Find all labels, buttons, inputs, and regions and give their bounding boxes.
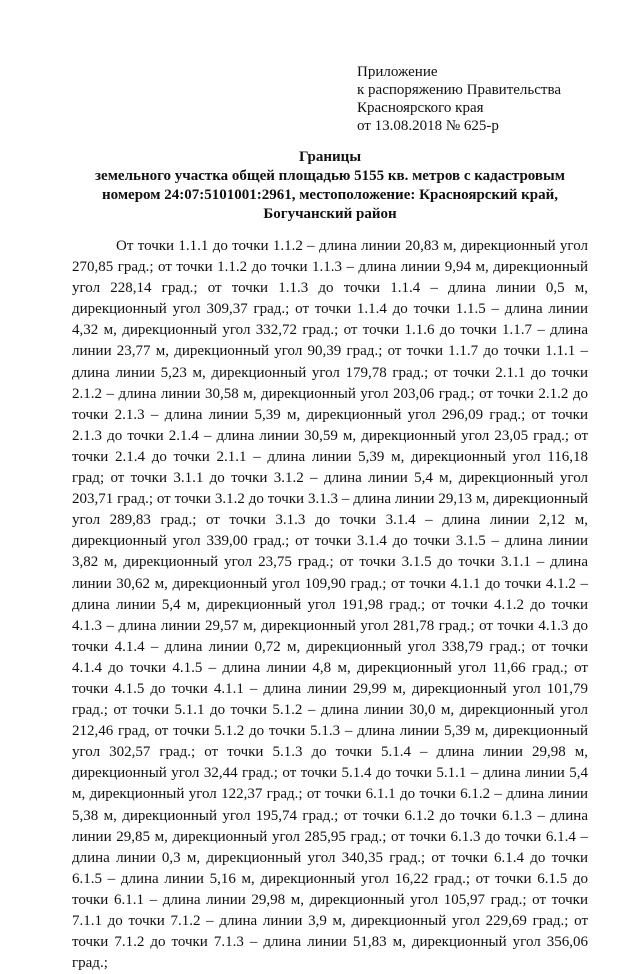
heading-line-2: номером 24:07:5101001:2961, местоположение: Красноярский край, [101,187,559,203]
boundary-description-paragraph: От точки 1.1.1 до точки 1.1.2 – длина линии 20,83 м, дирекционный угол 270,85 град.; от точки 1.1.2 до точки 1.1.3 – длина линии 9,94 м, дирекционный угол 228,14 град.; от точки 1.1.3 до точки 1.1.4 – длина линии 0,5 м, дирекционный угол 309,37 град.; от точки 1.1.4 до точки 1.1.5 – длина линии 4,32 м, дирекционный угол 332,72 град.; от точки 1.1.6 до точки 1.1.7 – длина линии 23,77 м, дирекционный угол 90,39 град.; от точки 1.1.7 до точки 1.1.1 – длина линии 5,23 м, дирекционный угол 179,78 град.; от точки 2.1.1 до точки 2.1.2 – длина линии 30,58 м, дирекционный угол 203,06 град.; от точки 2.1.2 до точки 2.1.3 – длина линии 5,39 м, дирекционный угол 296,09 град.; от точки 2.1.3 до точки 2.1.4 – длина линии 30,59 м, дирекционный угол 23,05 град.; от точки 2.1.4 до точки 2.1.1 – длина линии 5,39 м, дирекционный угол 116,18 град; от точки 3.1.1 до точки 3.1.2 – длина линии 5,4 м, дирекционный угол 203,71 град.; от точки 3.1.2 до точки 3.1.3 – длина линии 29,13 м, дирекционный угол 289,83 град.; от точки 3.1.3 до точки 3.1.4 – длина линии 2,12 м, дирекционный угол 339,00 град.; от точки 3.1.4 до точки 3.1.5 – длина линии 3,82 м, дирекционный угол 23,75 град.; от точки 3.1.5 до точки 3.1.1 – длина линии 30,62 м, дирекционный угол 109,90 град.; от точки 4.1.1 до точки 4.1.2 – длина линии 5,4 м, дирекционный угол 191,98 град.; от точки 4.1.2 до точки 4.1.3 – длина линии 29,57 м, дирекционный угол 281,78 град.; от точки 4.1.3 до точки 4.1.4 – длина линии 0,72 м, дирекционный угол 338,79 град.; от точки 4.1.4 до точки 4.1.5 – длина линии 4,8 м, дирекционный угол 11,66 град.; от точки 4.1.5 до точки 4.1.1 – длина линии 29,99 м, дирекционный угол 101,79 град.; от точки 5.1.1 до точки 5.1.2 – длина линии 30,0 м, дирекционный угол 212,46 град, от точки 5.1.2 до точки 5.1.3 – длина линии 5,39 м, дирекционный угол 302,57 град.; от точки 5.1.3 до точки 5.1.4 – длина линии 29,98 м, дирекционный угол 32,44 град.; от точки 5.1.4 до точки 5.1.1 – длина линии 5,4 м, дирекционный угол 122,37 град.; от точки 6.1.1 до точки 6.1.2 – длина линии 5,38 м, дирекционный угол 195,74 град.; от точки 6.1.2 до точки 6.1.3 – длина линии 29,85 м, дирекционный угол 285,95 град.; от точки 6.1.3 до точки 6.1.4 – длина линии 0,3 м, дирекционный угол 340,35 град.; от точки 6.1.4 до точки 6.1.5 – длина линии 5,16 м, дирекционный угол 16,22 град.; от точки 6.1.5 до точки 6.1.1 – длина линии 29,98 м, дирекционный угол 105,97 град.; от точки 7.1.1 до точки 7.1.2 – длина линии 3,9 м, дирекционный угол 229,69 град.; от точки 7.1.2 до точки 7.1.3 – длина линии 51,83 м, дирекционный угол 356,06 град.; [72,238,588,972]
appendix-header [357,63,617,135]
heading-line-1: земельного участка общей площадью 5155 кв. метров с кадастровым [95,168,565,184]
appendix-line-4: от 13.08.2018 № 625-р [357,118,499,134]
heading-title: Границы [298,149,362,165]
appendix-line-2: к распоряжению Правительства [357,82,562,98]
heading-line-3: Богучанский район [263,206,397,222]
appendix-line-1: Приложение [357,64,438,80]
appendix-line-3: Красноярского края [357,100,484,116]
document-heading [60,148,600,224]
